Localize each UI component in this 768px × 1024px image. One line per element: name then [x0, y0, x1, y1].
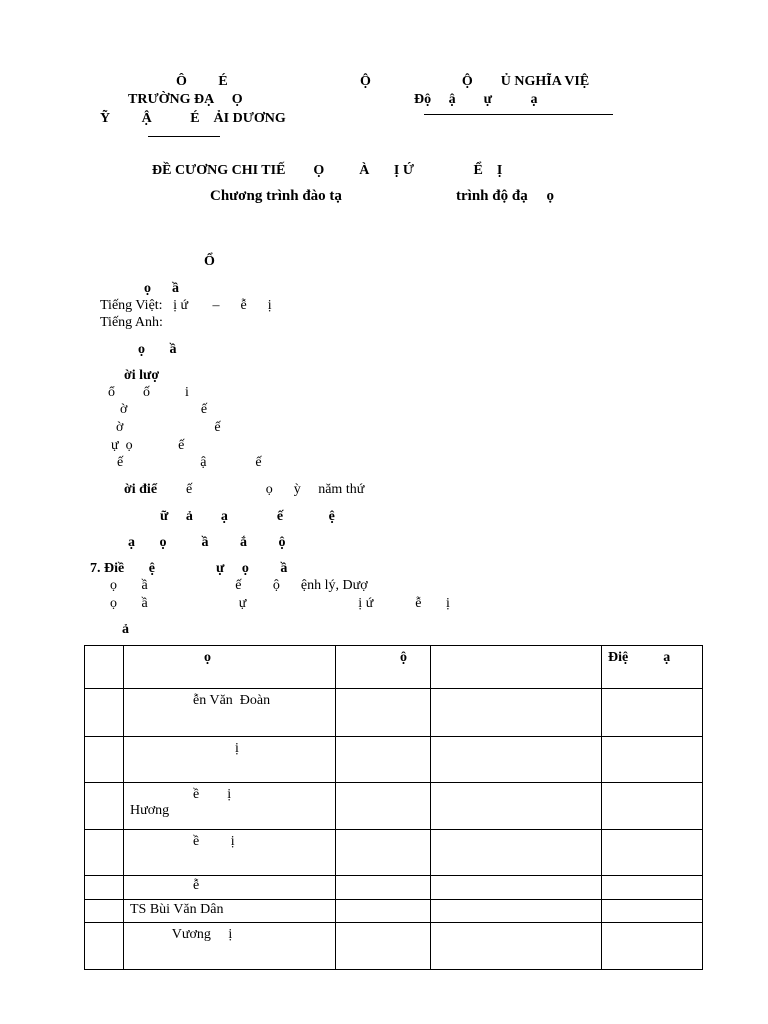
section4-title: ời điể [124, 482, 158, 497]
course-name-vietnamese: Tiếng Việt: ị ứ – ễ ị [100, 298, 272, 313]
right-header-underline [424, 114, 613, 115]
program-subtitle-right: trình độ đạ ọ [456, 188, 554, 204]
col-header-unit [431, 646, 602, 689]
table-row [85, 900, 703, 923]
section3-title: ời lượ [124, 368, 160, 383]
col-header-index [85, 646, 124, 689]
document-title: ĐỀ CƯƠNG CHI TIẾ Ọ À Ị Ứ Ể Ị [152, 163, 503, 178]
credit-line-5: ế ậ ế [117, 455, 262, 470]
table-header-row [85, 646, 703, 689]
program-subtitle-left: Chương trình đào tạ [210, 188, 342, 204]
section7-title: 7. Điề ệ [90, 561, 155, 576]
col-header-degree: ộ [336, 646, 431, 689]
table-row [85, 876, 703, 900]
ministry-line: Ô É [176, 74, 228, 89]
lecturer-name: ị [124, 737, 336, 783]
credit-line-3: ờ ế [116, 420, 221, 435]
table-row [85, 737, 703, 783]
credit-line-4: ự ọ ế [111, 438, 185, 453]
credit-line-1: ổ ố i [108, 385, 189, 400]
table-row [85, 689, 703, 737]
left-header-underline [148, 136, 220, 137]
course-name-english: Tiếng Anh: [100, 315, 163, 330]
prerequisite-line-1: ọ ầ ế ộ ệnh lý, Dượ [110, 578, 368, 593]
col-header-name: ọ [124, 646, 336, 689]
lecturer-name: ễ [124, 876, 336, 900]
section-heading: Ổ [204, 254, 215, 269]
section6-title: ạ ọ ầ ắ ộ [128, 535, 286, 550]
lecturer-name: TS Bùi Văn Dân [124, 900, 336, 923]
table-row [85, 830, 703, 876]
section2-title: ọ ầ [138, 342, 177, 357]
lecturer-name: ễn Văn Đoàn [124, 689, 336, 737]
lecturer-name: Vương ị [124, 923, 336, 970]
motto-line: Độ ậ ự ạ [414, 92, 538, 107]
republic-line: Ộ Ộ Ủ NGHĨA VIỆ [360, 74, 590, 89]
section5-title: ữ ả ạ ế ệ [160, 509, 335, 524]
lecturer-name: ề ị Hương [124, 783, 336, 830]
university-line: TRƯỜNG ĐẠ Ọ [128, 92, 243, 107]
lecturer-table [84, 645, 703, 970]
prerequisite-line-2: ọ ầ ự ị ứ ễ ị [110, 596, 450, 611]
section1-title: ọ ầ [144, 281, 179, 296]
section8-title: ả [122, 622, 129, 637]
university-name-line: Ỹ Ậ É ẢI DƯƠNG [100, 111, 286, 126]
col-header-phone: Điệ ạ [602, 646, 703, 689]
section7-title-cont: ự ọ ầ [216, 561, 288, 576]
lecturer-name: ề ị [124, 830, 336, 876]
credit-line-2: ờ ế [120, 402, 208, 417]
table-row [85, 783, 703, 830]
table-row [85, 923, 703, 970]
section4-text: ế ọ ỳ năm thứ [186, 482, 365, 497]
